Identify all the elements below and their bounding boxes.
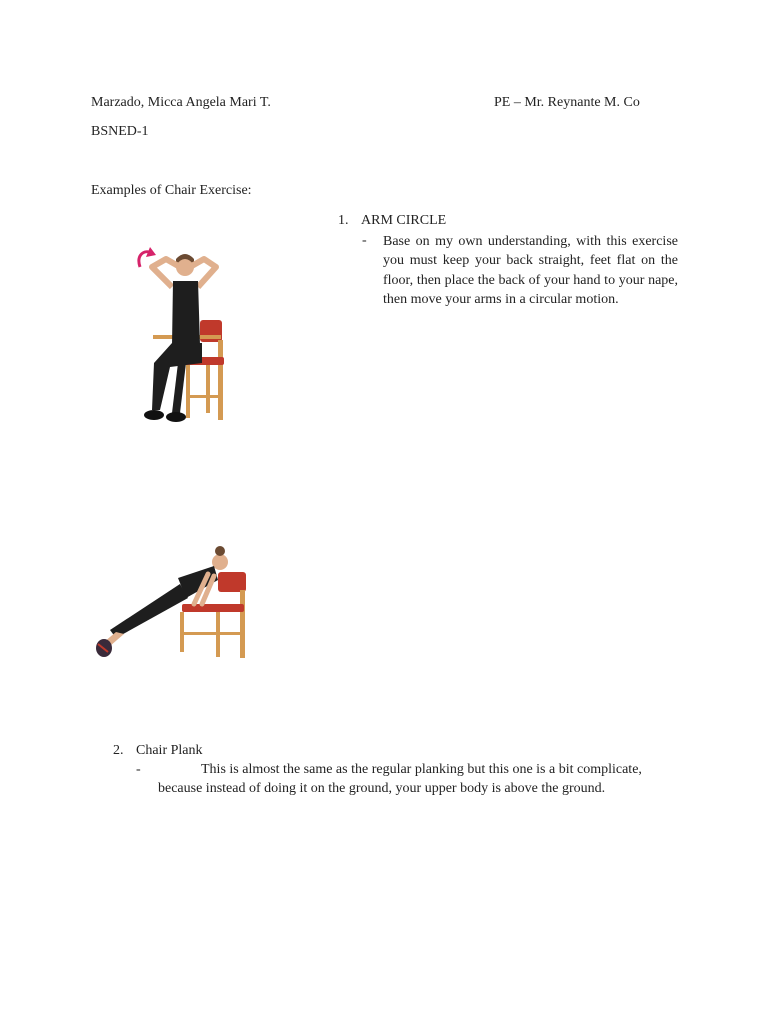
chair-leg-back xyxy=(240,590,245,658)
course-teacher: PE – Mr. Reynante M. Co xyxy=(494,95,640,110)
exercise-2-description-line1: This is almost the same as the regular planking but this one is a bit complicate, xyxy=(201,762,642,777)
chair-leg-mid xyxy=(206,363,210,413)
exercise-2-description-line2: because instead of doing it on the ground, your upper body is above the ground. xyxy=(158,781,606,796)
chair-rail xyxy=(184,632,242,635)
hair-bun xyxy=(215,546,225,556)
intro-heading: Examples of Chair Exercise: xyxy=(91,183,252,198)
torso xyxy=(172,281,200,345)
exercise-1-description: Base on my own understanding, with this exercise you must keep your back straight, feet flat on the floor, then place the back of your hand to your nape, then move your arms in a circular motion. xyxy=(383,234,678,308)
section-label: BSNED-1 xyxy=(91,124,149,139)
chair-seat xyxy=(182,604,244,612)
chair-plank-illustration xyxy=(90,540,260,670)
student-name: Marzado, Micca Angela Mari T. xyxy=(91,95,271,110)
exercise-2-bullet: - xyxy=(136,762,141,777)
shoe-left xyxy=(144,410,164,420)
exercise-1-bullet: - xyxy=(362,233,367,248)
chair-leg-back xyxy=(218,340,223,420)
legs xyxy=(110,584,188,638)
exercise-1-number: 1. xyxy=(338,213,349,228)
lower-leg xyxy=(172,363,186,413)
exercise-2-number: 2. xyxy=(113,743,124,758)
chair-back xyxy=(218,572,246,592)
shoe-right xyxy=(166,412,186,422)
exercise-2-title: Chair Plank xyxy=(136,743,203,758)
chair-rail xyxy=(186,395,223,398)
chair-leg-front xyxy=(186,363,190,418)
exercise-1-title: ARM CIRCLE xyxy=(361,213,447,228)
arm-circle-illustration xyxy=(118,245,248,435)
chair-leg-front xyxy=(180,612,184,652)
